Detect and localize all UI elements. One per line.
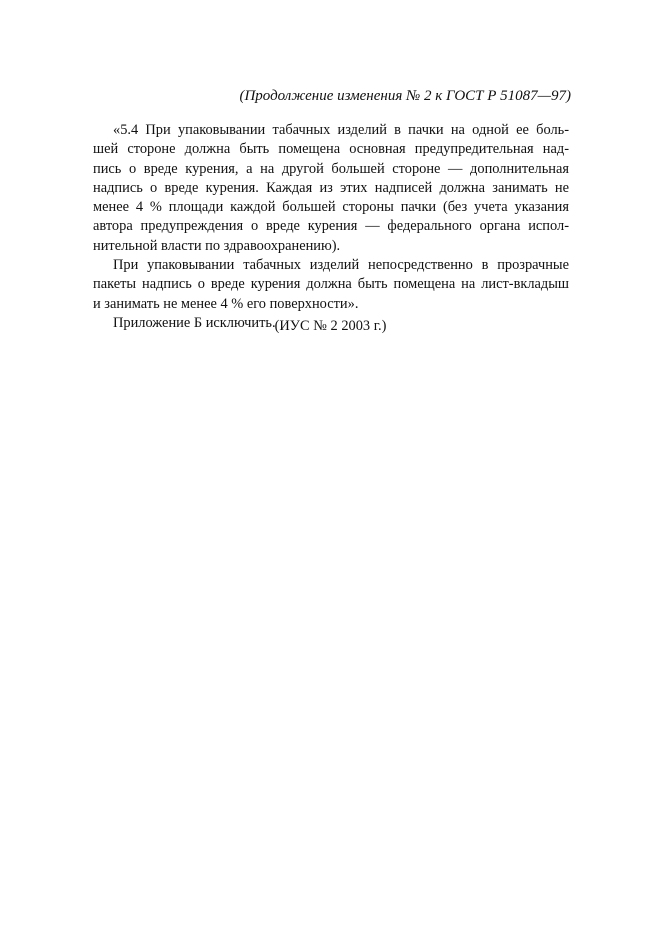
- text-line: «5.4 При упаковывании табачных изделий в пачки на одной ее боль-: [113, 122, 569, 138]
- text-line: и занимать не менее 4 % его поверхности».: [93, 295, 359, 312]
- text-line: менее 4 % площади каждой большей стороны пачки (без учета указания: [93, 199, 569, 216]
- text-line: шей стороне должна быть помещена основная предупредительная над-: [93, 141, 569, 158]
- text-line: надпись о вреде курения. Каждая из этих надписей должна занимать не: [93, 179, 569, 196]
- source-reference: (ИУС № 2 2003 г.): [274, 318, 387, 334]
- paragraph-clause-5-4: [93, 121, 569, 256]
- text-line: нительной власти по здравоохранению).: [93, 237, 341, 254]
- text-line: пись о вреде курения, а на другой большей стороне — дополнительная: [93, 160, 569, 177]
- paragraph-transparent-packs: [93, 256, 569, 314]
- continuation-header: (Продолжение изменения № 2 к ГОСТ Р 51087—97): [239, 88, 571, 104]
- document-body: [93, 121, 569, 333]
- text-line: Приложение Б исключить.: [113, 314, 276, 331]
- text-line: пакеты надпись о вреде курения должна быть помещена на лист-вкладыш: [93, 276, 569, 293]
- text-line: При упаковывании табачных изделий непосредственно в прозрачные: [113, 257, 569, 274]
- text-line: автора предупреждения о вреде курения — федерального органа испол-: [93, 218, 569, 235]
